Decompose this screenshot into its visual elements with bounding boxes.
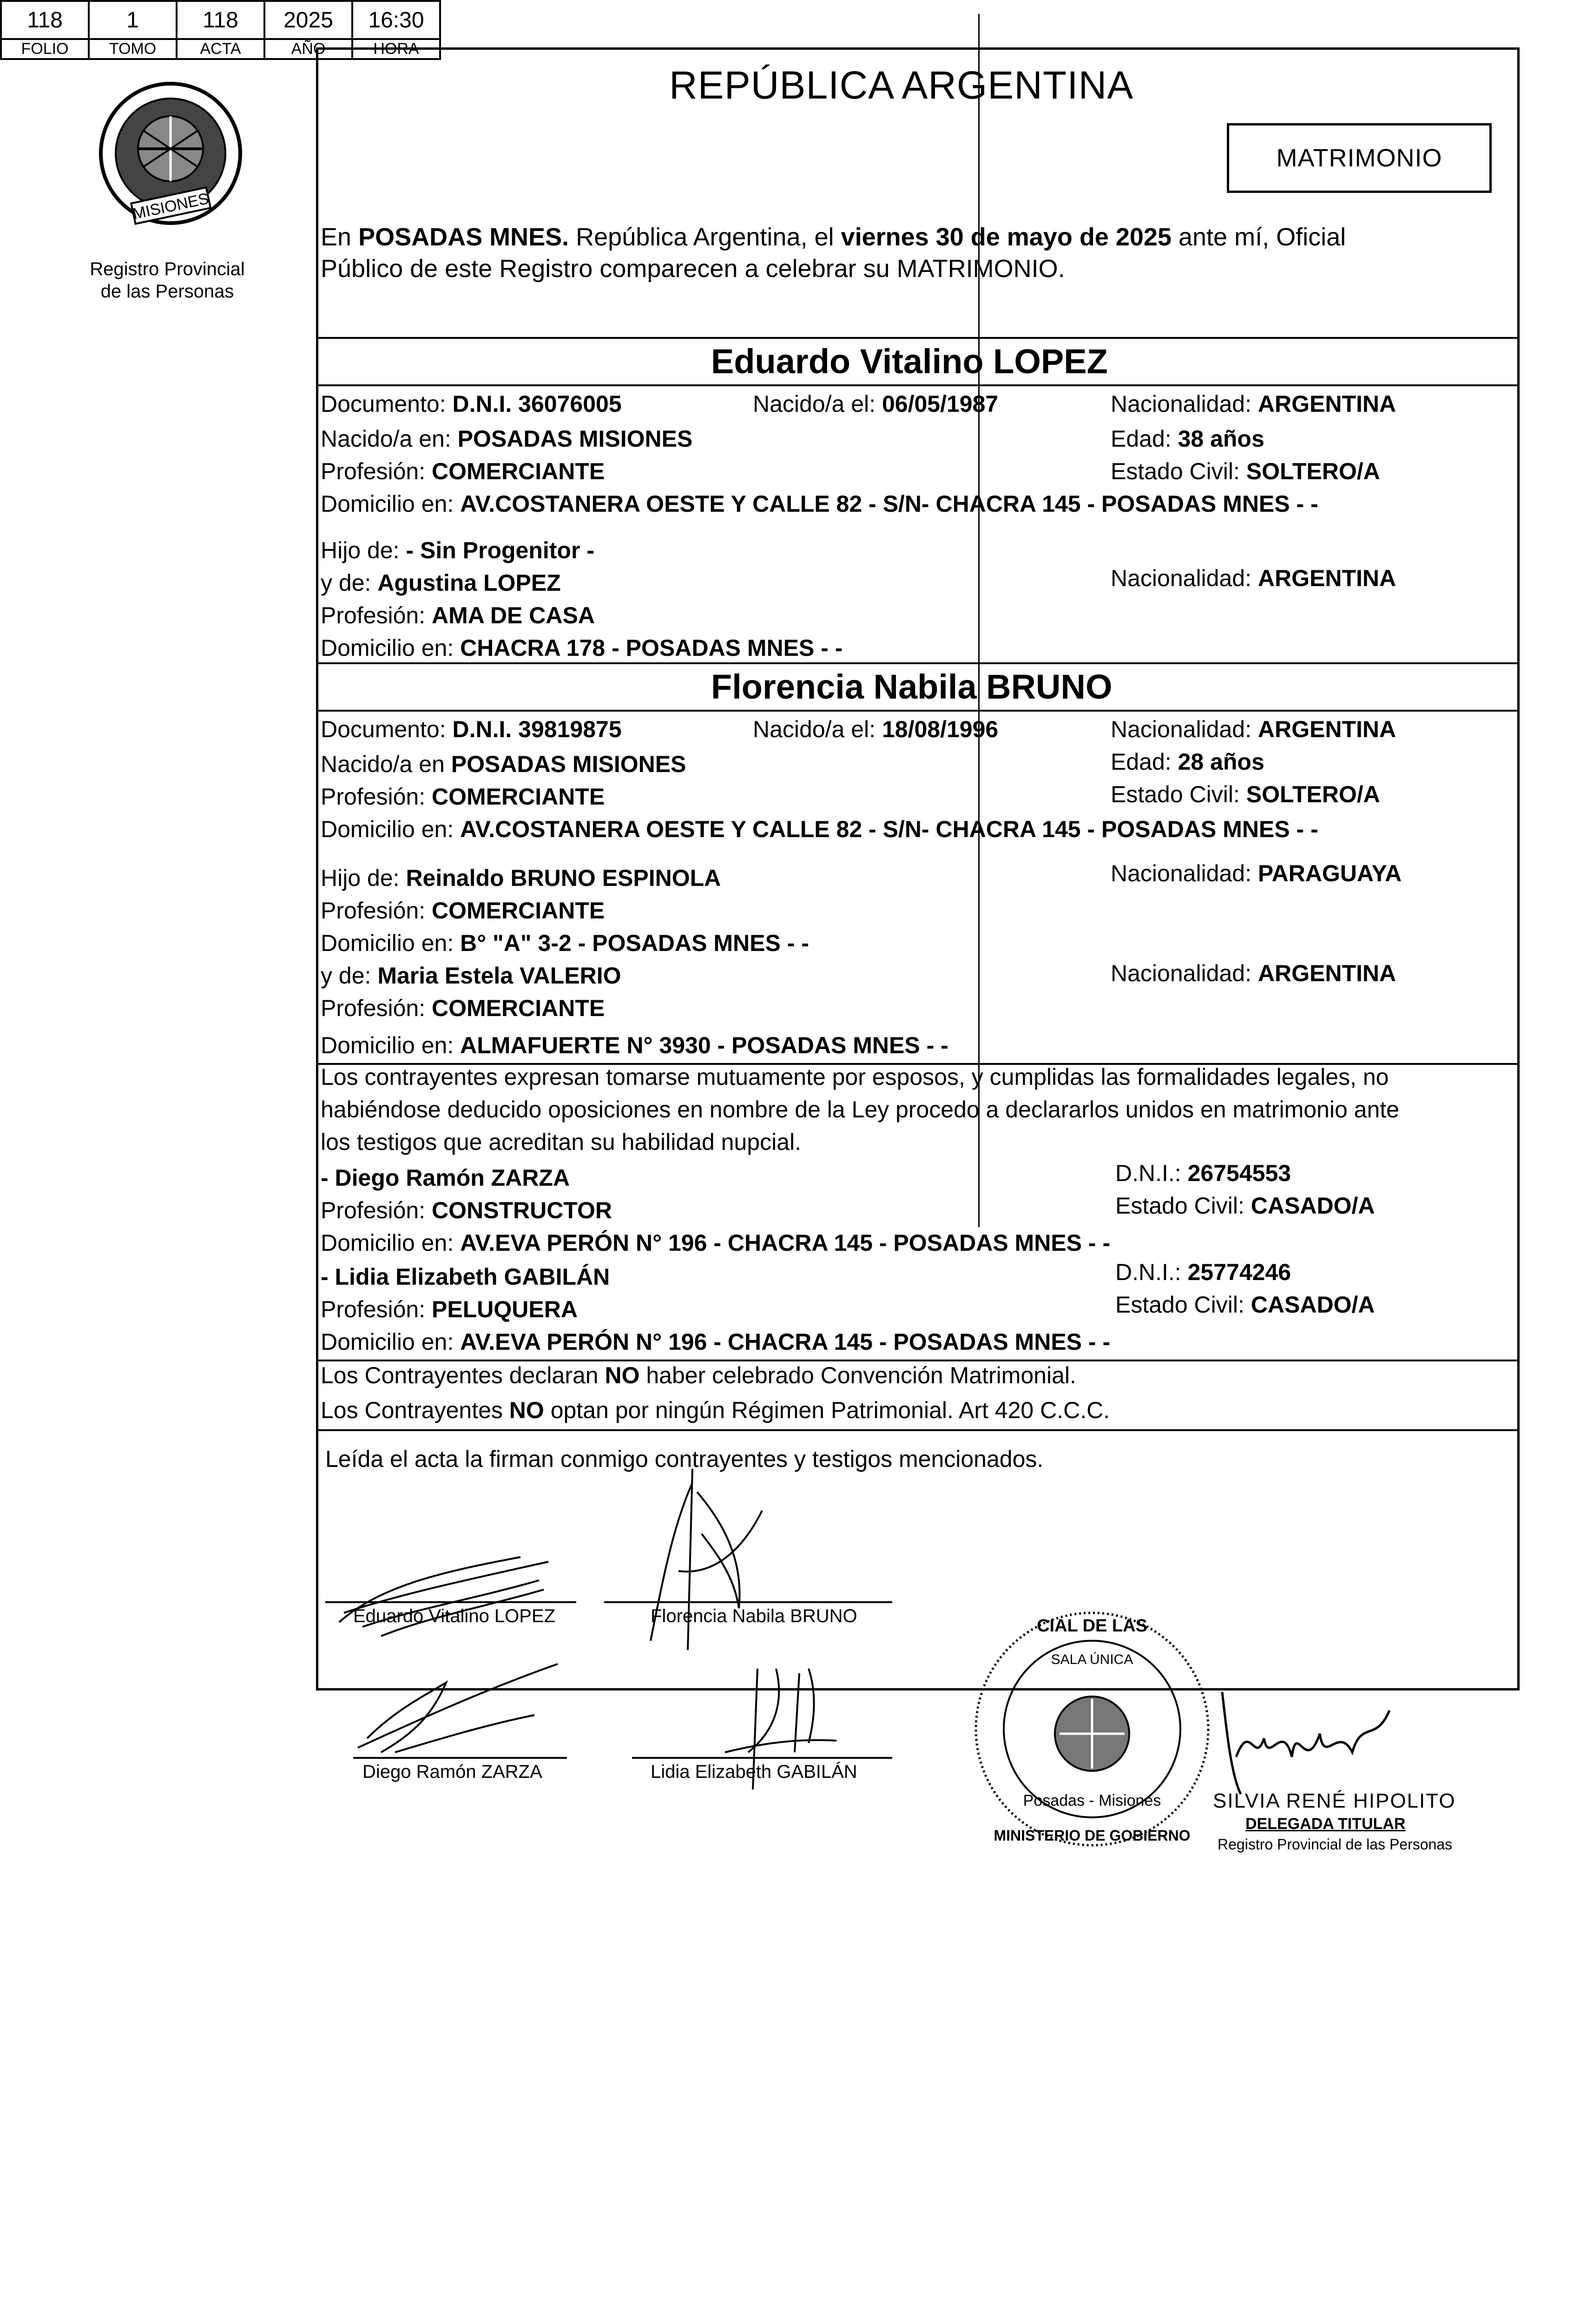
groom-madre-profesion: Profesión: AMA DE CASA [321, 602, 595, 628]
bride-madre: y de: Maria Estela VALERIO [321, 963, 621, 989]
declaration-line-1: Los contrayentes expresan tomarse mutuamente por esposos, y cumplidas las formalidades legales, no [321, 1064, 1389, 1090]
anio-value: 2025 [264, 1, 352, 39]
bride-madre-domicilio: Domicilio en: ALMAFUERTE N° 3930 - POSADAS MNES - - [321, 1032, 948, 1058]
regime-note: Los Contrayentes NO optan por ningún Régimen Patrimonial. Art 420 C.C.C. [321, 1397, 1110, 1423]
groom-nacido: Nacido/a el: 06/05/1987 [753, 391, 999, 417]
provincial-seal-logo [91, 79, 251, 232]
bride-nacionalidad: Nacionalidad: ARGENTINA [1111, 716, 1396, 742]
bride-madre-profesion: Profesión: COMERCIANTE [321, 995, 605, 1021]
bride-profesion: Profesión: COMERCIANTE [321, 784, 605, 810]
closing-statement: Leída el acta la firman conmigo contrayentes y testigos mencionados. [325, 1446, 1044, 1472]
groom-signature-caption: Eduardo Vitalino LOPEZ [353, 1606, 556, 1626]
svg-text:SALA ÚNICA: SALA ÚNICA [1051, 1652, 1133, 1667]
acta-label: ACTA [177, 39, 264, 59]
witness-1-domicilio: Domicilio en: AV.EVA PERÓN N° 196 - CHACRA 145 - POSADAS MNES - - [321, 1230, 1111, 1256]
groom-signature-line [325, 1601, 576, 1603]
groom-padre: Hijo de: - Sin Progenitor - [321, 537, 594, 563]
divider [318, 662, 1517, 664]
tomo-value: 1 [89, 1, 177, 39]
groom-name: Eduardo Vitalino LOPEZ [711, 342, 1108, 381]
witness-2-signature-caption: Lidia Elizabeth GABILÁN [651, 1762, 857, 1782]
svg-text:CIAL DE LAS: CIAL DE LAS [1037, 1616, 1147, 1636]
bride-documento: Documento: D.N.I. 39819875 [321, 716, 622, 742]
witness-1-signature-caption: Diego Ramón ZARZA [362, 1762, 542, 1782]
divider [318, 384, 1517, 386]
svg-text:MISIONES: MISIONES [131, 190, 211, 223]
bride-nacido-en: Nacido/a en POSADAS MISIONES [321, 751, 686, 777]
groom-nacionalidad: Nacionalidad: ARGENTINA [1111, 391, 1396, 417]
declaration-line-2: habiéndose deducido oposiciones en nombre de la Ley procedo a declararlos unidos en matrimonio ante [321, 1096, 1399, 1122]
divider [318, 1429, 1517, 1431]
witness-1-signature-line [353, 1757, 567, 1759]
convention-note: Los Contrayentes declaran NO haber celebrado Convención Matrimonial. [321, 1362, 1076, 1388]
witness-2-profesion: Profesión: PELUQUERA [321, 1296, 578, 1322]
groom-signature [325, 1529, 586, 1645]
tomo-label: TOMO [89, 39, 177, 59]
intro-line-1: En POSADAS MNES. República Argentina, el viernes 30 de mayo de 2025 ante mí, Oficial [321, 223, 1346, 251]
registry-stamp [957, 1599, 1227, 1859]
svg-text:Posadas - Misiones: Posadas - Misiones [1023, 1792, 1161, 1809]
bride-estado-civil: Estado Civil: SOLTERO/A [1111, 781, 1380, 807]
declaration-line-3: los testigos que acreditan su habilidad nupcial. [321, 1129, 802, 1155]
official-signature [1213, 1664, 1408, 1803]
bride-padre-nacionalidad: Nacionalidad: PARAGUAYA [1111, 860, 1402, 886]
acta-value: 118 [177, 1, 264, 39]
witness-1-name: - Diego Ramón ZARZA [321, 1165, 570, 1191]
seal-caption: Registro Provincial de las Personas [90, 259, 245, 302]
witness-2-signature-line [632, 1757, 892, 1759]
hora-label: HORA [352, 39, 440, 59]
hora-value: 16:30 [352, 1, 440, 39]
witness-2-dni: D.N.I.: 25774246 [1115, 1259, 1291, 1285]
bride-padre: Hijo de: Reinaldo BRUNO ESPINOLA [321, 865, 721, 891]
bride-signature [623, 1455, 781, 1659]
bride-edad: Edad: 28 años [1111, 749, 1264, 775]
bride-domicilio: Domicilio en: AV.COSTANERA OESTE Y CALLE 82 - S/N- CHACRA 145 - POSADAS MNES - - [321, 816, 1318, 842]
groom-nacido-en: Nacido/a en: POSADAS MISIONES [321, 426, 693, 452]
witness-1-estado: Estado Civil: CASADO/A [1115, 1193, 1375, 1219]
svg-text:MINISTERIO DE GOBIERNO: MINISTERIO DE GOBIERNO [994, 1827, 1191, 1844]
groom-estado-civil: Estado Civil: SOLTERO/A [1111, 458, 1380, 484]
groom-madre: y de: Agustina LOPEZ [321, 570, 561, 596]
bride-padre-domicilio: Domicilio en: B° "A" 3-2 - POSADAS MNES - - [321, 930, 809, 956]
divider [318, 1360, 1517, 1361]
divider [318, 337, 1517, 339]
official-name: SILVIA RENÉ HIPOLITO [1213, 1789, 1456, 1812]
official-office: Registro Provincial de las Personas [1218, 1836, 1453, 1853]
divider [318, 710, 1517, 712]
bride-padre-profesion: Profesión: COMERCIANTE [321, 898, 605, 924]
bride-nacido: Nacido/a el: 18/08/1996 [753, 716, 999, 742]
witness-2-name: - Lidia Elizabeth GABILÁN [321, 1264, 610, 1290]
folio-label: FOLIO [1, 39, 89, 59]
groom-documento: Documento: D.N.I. 36076005 [321, 391, 622, 417]
intro-line-2: Público de este Registro comparecen a celebrar su MATRIMONIO. [321, 255, 1065, 283]
bride-name: Florencia Nabila BRUNO [711, 667, 1113, 706]
folio-value: 118 [1, 1, 89, 39]
witness-1-dni: D.N.I.: 26754553 [1115, 1160, 1291, 1186]
document-title: REPÚBLICA ARGENTINA [669, 63, 1134, 107]
groom-domicilio: Domicilio en: AV.COSTANERA OESTE Y CALLE 82 - S/N- CHACRA 145 - POSADAS MNES - - [321, 491, 1318, 517]
groom-edad: Edad: 38 años [1111, 426, 1264, 452]
bride-signature-line [604, 1601, 892, 1603]
anio-label: AÑO [264, 39, 352, 59]
groom-madre-nacionalidad: Nacionalidad: ARGENTINA [1111, 565, 1396, 591]
bride-signature-caption: Florencia Nabila BRUNO [651, 1606, 857, 1626]
groom-profesion: Profesión: COMERCIANTE [321, 458, 605, 484]
bride-madre-nacionalidad: Nacionalidad: ARGENTINA [1111, 960, 1396, 986]
act-type-box: MATRIMONIO [1227, 123, 1492, 193]
official-role: DELEGADA TITULAR [1245, 1815, 1406, 1833]
groom-madre-domicilio: Domicilio en: CHACRA 178 - POSADAS MNES - - [321, 635, 843, 661]
witness-2-estado: Estado Civil: CASADO/A [1115, 1292, 1375, 1318]
witness-1-signature [339, 1655, 581, 1762]
witness-1-profesion: Profesión: CONSTRUCTOR [321, 1197, 612, 1223]
witness-2-domicilio: Domicilio en: AV.EVA PERÓN N° 196 - CHACRA 145 - POSADAS MNES - - [321, 1329, 1111, 1355]
